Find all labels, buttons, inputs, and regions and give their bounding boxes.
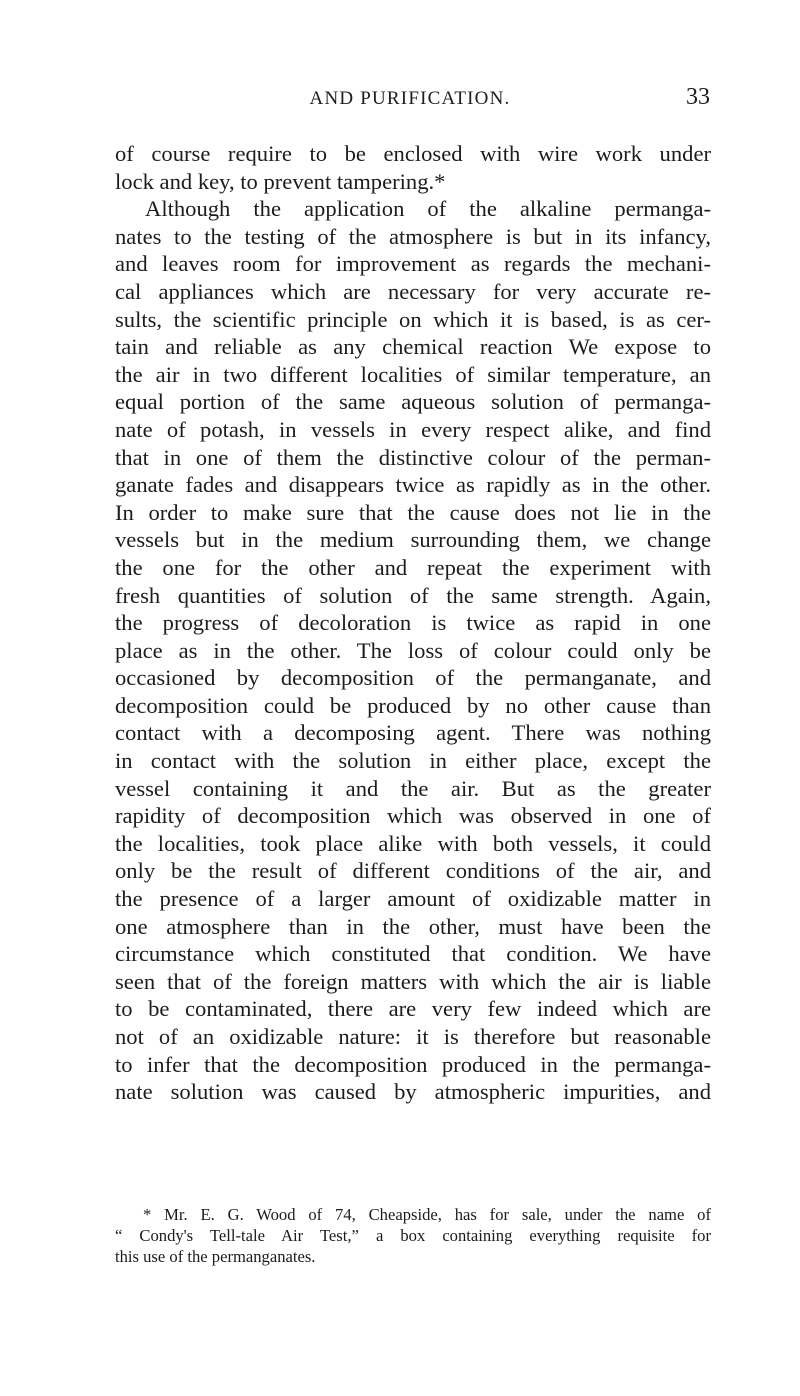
- body-text: [115, 140, 711, 1106]
- running-head-title: AND PURIFICATION.: [309, 88, 511, 109]
- text-line: the one for the other and repeat the experiment with: [115, 554, 711, 580]
- text-line: one atmosphere than in the other, must have been the: [115, 913, 711, 939]
- footnote-line: * Mr. E. G. Wood of 74, Cheapside, has for sale, under the name of: [143, 1205, 711, 1224]
- text-line: rapidity of decomposition which was observed in one of: [115, 803, 711, 829]
- footnote: [115, 1204, 711, 1267]
- text-line: sults, the scientific principle on which it is based, is as cer-: [115, 306, 711, 332]
- text-line: lock and key, to prevent tampering.*: [115, 168, 446, 194]
- text-line: to be contaminated, there are very few indeed which are: [115, 996, 711, 1022]
- text-line: the localities, took place alike with both vessels, it could: [115, 830, 711, 856]
- text-line: Although the application of the alkaline permanga-: [145, 196, 711, 222]
- text-line: in contact with the solution in either place, except the: [115, 748, 711, 774]
- page-number: 33: [686, 84, 710, 110]
- footnote-line: “ Condy's Tell-tale Air Test,” a box containing everything requisite for: [115, 1226, 711, 1245]
- text-line: seen that of the foreign matters with which the air is liable: [115, 968, 711, 994]
- footnote-line: this use of the permanganates.: [115, 1247, 316, 1266]
- text-line: ganate fades and disappears twice as rapidly as in the other.: [115, 472, 711, 498]
- text-line: In order to make sure that the cause does not lie in the: [115, 499, 711, 525]
- text-line: place as in the other. The loss of colour could only be: [115, 637, 711, 663]
- text-line: contact with a decomposing agent. There was nothing: [115, 720, 711, 746]
- text-line: vessels but in the medium surrounding them, we change: [115, 527, 711, 553]
- text-line: not of an oxidizable nature: it is therefore but reasonable: [115, 1024, 711, 1049]
- text-line: that in one of them the distinctive colour of the perman-: [115, 444, 711, 470]
- text-line: fresh quantities of solution of the same strength. Again,: [115, 582, 711, 608]
- text-line: equal portion of the same aqueous solution of permanga-: [115, 389, 711, 415]
- text-line: tain and reliable as any chemical reaction We expose to: [115, 334, 711, 360]
- text-line: to infer that the decomposition produced in the permanga-: [115, 1051, 711, 1077]
- text-line: nate of potash, in vessels in every respect alike, and find: [115, 416, 711, 442]
- text-line: circumstance which constituted that condition. We have: [115, 941, 711, 967]
- text-line: only be the result of different conditions of the air, and: [115, 858, 711, 884]
- text-line: and leaves room for improvement as regards the mechani-: [115, 251, 711, 277]
- text-line: nates to the testing of the atmosphere is but in its infancy,: [115, 223, 711, 249]
- text-line: vessel containing it and the air. But as the greater: [115, 775, 711, 801]
- text-line: the presence of a larger amount of oxidizable matter in: [115, 886, 711, 912]
- text-line: of course require to be enclosed with wire work under: [115, 141, 711, 166]
- text-line: cal appliances which are necessary for very accurate re-: [115, 278, 711, 304]
- running-head: [110, 84, 710, 118]
- text-line: the air in two different localities of similar temperature, an: [115, 361, 711, 387]
- text-line: occasioned by decomposition of the permanganate, and: [115, 665, 711, 691]
- text-line: nate solution was caused by atmospheric impurities, and: [115, 1079, 711, 1105]
- text-line: decomposition could be produced by no other cause than: [115, 692, 711, 718]
- text-line: the progress of decoloration is twice as rapid in one: [115, 610, 711, 636]
